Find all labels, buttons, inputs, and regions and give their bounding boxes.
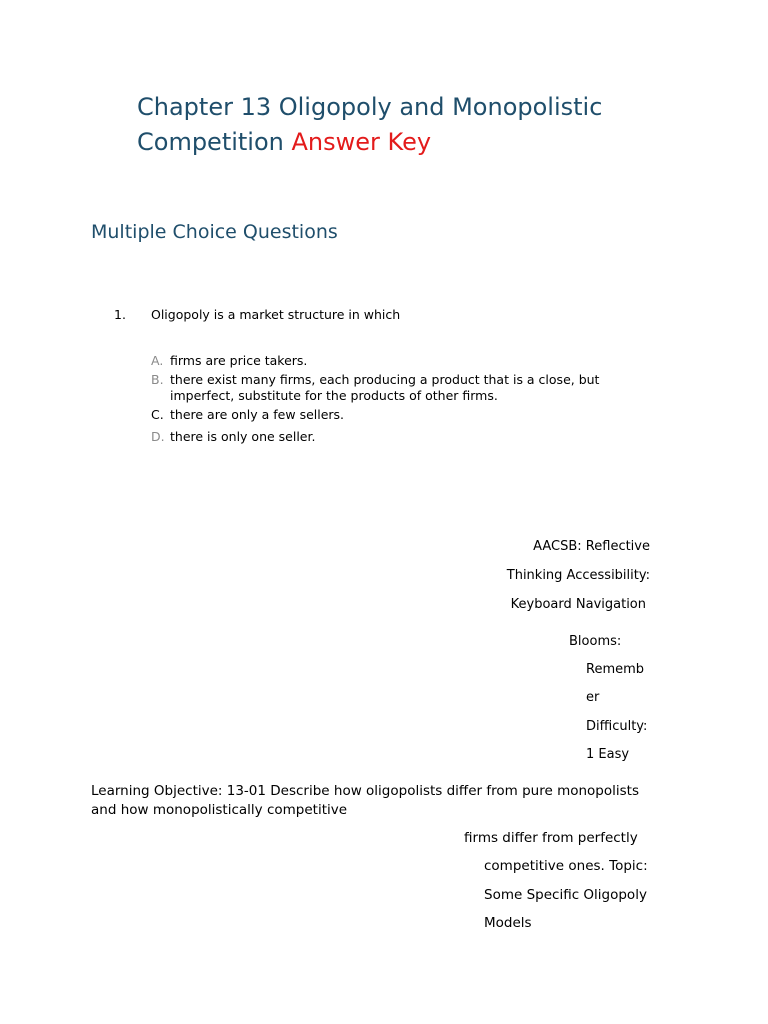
metadata-difficulty-label: Difficulty: <box>586 719 648 734</box>
option-d <box>151 429 611 445</box>
option-text: there exist many firms, each producing a product that is a close, but imperfect, substitute for the products of other firms. <box>170 372 600 403</box>
metadata-keyboard: Keyboard Navigation <box>510 597 646 612</box>
metadata-aacsb: AACSB: Reflective <box>533 539 650 554</box>
metadata-blooms-label: Blooms: <box>569 634 622 649</box>
option-text: there are only a few sellers. <box>170 407 345 422</box>
option-letter: D. <box>151 429 165 444</box>
topic-line-2: Some Specific Oligopoly <box>484 887 647 903</box>
option-b <box>151 372 611 404</box>
option-c-correct <box>151 407 611 423</box>
metadata-blooms-value-part1: Rememb <box>586 662 645 677</box>
question-stem: Oligopoly is a market structure in which <box>151 307 401 322</box>
learning-objective-line-1: Learning Objective: 13-01 Describe how oligopolists differ from pure monopolists <box>91 783 639 799</box>
metadata-accessibility: Thinking Accessibility: <box>506 568 650 583</box>
option-letter: C. <box>151 407 164 422</box>
topic-line-3: Models <box>484 915 532 931</box>
option-letter: B. <box>151 372 164 387</box>
option-text: there is only one seller. <box>170 429 316 444</box>
learning-objective-line-3: firms differ from perfectly <box>464 830 638 846</box>
section-heading: Multiple Choice Questions <box>91 221 338 243</box>
metadata-difficulty-value: 1 Easy <box>586 747 630 762</box>
title-main: Chapter 13 Oligopoly and Monopolistic Competition <box>137 93 603 156</box>
metadata-blooms-value-part2: er <box>586 690 600 705</box>
option-a <box>151 353 611 369</box>
learning-objective-line-2: and how monopolistically competitive <box>91 802 348 818</box>
option-letter: A. <box>151 353 164 368</box>
option-text: firms are price takers. <box>170 353 308 368</box>
page-title <box>137 90 697 160</box>
question-number: 1. <box>114 307 126 322</box>
topic-line-1: competitive ones. Topic: <box>484 858 648 874</box>
title-accent: Answer Key <box>291 128 432 156</box>
